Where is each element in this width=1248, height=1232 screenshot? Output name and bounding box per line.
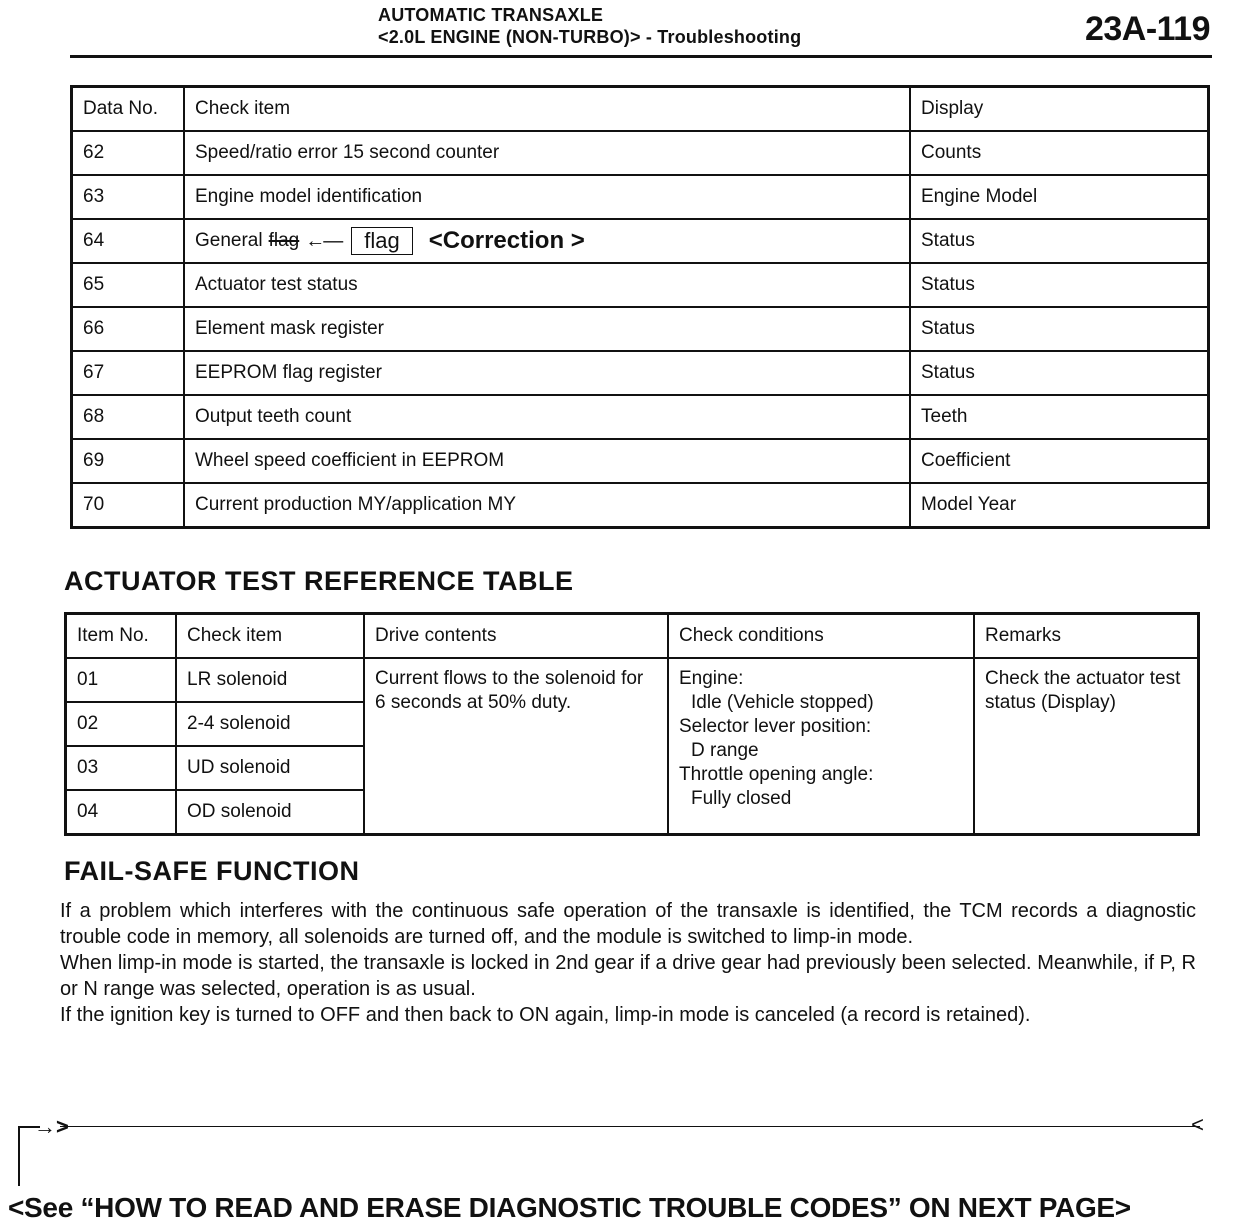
check-item-cell: Engine model identification [184,175,910,219]
condition-value: Fully closed [691,788,792,809]
table-row [72,439,1209,483]
condition-value: D range [691,740,759,761]
display-cell: Counts [910,131,1209,175]
data-no-cell: 65 [72,263,185,307]
next-page-reference: <See “HOW TO READ AND ERASE DIAGNOSTIC TROUBLE CODES” ON NEXT PAGE> [8,1192,1131,1223]
header-title-line2: <2.0L ENGINE (NON-TURBO)> - Troubleshooting [378,27,802,47]
header-divider [70,55,1212,58]
header-title [378,4,801,48]
struck-text: flag [268,230,300,251]
data-no-cell: 63 [72,175,185,219]
item-no-cell: 04 [66,790,177,835]
check-item-cell: LR solenoid [176,658,364,702]
check-conditions-cell [668,658,974,835]
display-cell: Coefficient [910,439,1209,483]
failsafe-paragraph: When limp-in mode is started, the transaxle is locked in 2nd gear if a drive gear had previously been selected. Meanwhile, if P, R or N range was selected, operation is as usual. [60,952,1196,1000]
arrow-right-icon: →> [34,1114,69,1139]
check-item-cell: OD solenoid [176,790,364,835]
display-cell: Engine Model [910,175,1209,219]
column-header-data-no: Data No. [72,87,185,132]
check-item-cell: Speed/ratio error 15 second counter [184,131,910,175]
check-item-cell: UD solenoid [176,746,364,790]
check-item-cell-corrected [184,219,910,263]
table-header-row [72,87,1209,132]
table-header-row [66,614,1199,659]
table-row [72,483,1209,528]
condition-label: Engine: [679,668,744,689]
column-header-check-item: Check item [176,614,364,659]
display-cell: Status [910,219,1209,263]
display-cell: Teeth [910,395,1209,439]
correction-annotation [195,227,585,255]
data-no-cell: 69 [72,439,185,483]
table-row [72,307,1209,351]
column-header-check-item: Check item [184,87,910,132]
condition-label: Throttle opening angle: [679,764,874,785]
display-cell: Model Year [910,483,1209,528]
table-row [72,131,1209,175]
data-no-cell: 67 [72,351,185,395]
data-no-cell: 66 [72,307,185,351]
table-row [72,395,1209,439]
column-header-drive-contents: Drive contents [364,614,668,659]
data-table [70,85,1210,529]
check-item-cell: 2-4 solenoid [176,702,364,746]
failsafe-body [60,898,1196,1028]
failsafe-paragraph: If a problem which interferes with the continuous safe operation of the transaxle is identified, the TCM records a diagnostic trouble code in memory, all solenoids are turned off, and the module is switched to limp-in mode. [60,900,1196,948]
item-no-cell: 02 [66,702,177,746]
display-cell: Status [910,307,1209,351]
check-item-cell: EEPROM flag register [184,351,910,395]
table-row [66,658,1199,702]
condition-label: Selector lever position: [679,716,872,737]
data-no-cell: 62 [72,131,185,175]
display-cell: Status [910,263,1209,307]
data-no-cell: 70 [72,483,185,528]
display-cell: Status [910,351,1209,395]
item-no-cell: 01 [66,658,177,702]
page-number: 23A-119 [1084,10,1210,48]
arrow-left-icon: < [1191,1112,1204,1137]
item-no-cell: 03 [66,746,177,790]
data-no-cell: 68 [72,395,185,439]
table-row [72,219,1209,263]
table-row [72,351,1209,395]
actuator-section-title: ACTUATOR TEST REFERENCE TABLE [64,566,574,596]
drive-contents-cell: Current flows to the solenoid for 6 seconds at 50% duty. [364,658,668,835]
actuator-test-table [64,612,1200,836]
column-header-display: Display [910,87,1209,132]
correction-note: <Correction > [428,227,585,254]
check-item-cell: Wheel speed coefficient in EEPROM [184,439,910,483]
check-item-cell: Output teeth count [184,395,910,439]
condition-value: Idle (Vehicle stopped) [691,692,874,713]
footer-pointer-line [60,1126,1200,1127]
column-header-remarks: Remarks [974,614,1199,659]
correction-replacement: flag [351,227,412,255]
correction-arrow-icon: ←— [305,229,342,252]
failsafe-section-title: FAIL-SAFE FUNCTION [64,856,360,886]
column-header-item-no: Item No. [66,614,177,659]
correction-prefix: General [195,230,263,251]
table-row [72,263,1209,307]
header-title-line1: AUTOMATIC TRANSAXLE [378,5,604,25]
check-item-cell: Current production MY/application MY [184,483,910,528]
column-header-check-conditions: Check conditions [668,614,974,659]
failsafe-paragraph: If the ignition key is turned to OFF and then back to ON again, limp-in mode is canceled (a record is retained). [60,1004,1031,1026]
remarks-cell: Check the actuator test status (Display) [974,658,1199,835]
table-row [72,175,1209,219]
check-item-cell: Element mask register [184,307,910,351]
check-item-cell: Actuator test status [184,263,910,307]
data-no-cell: 64 [72,219,185,263]
